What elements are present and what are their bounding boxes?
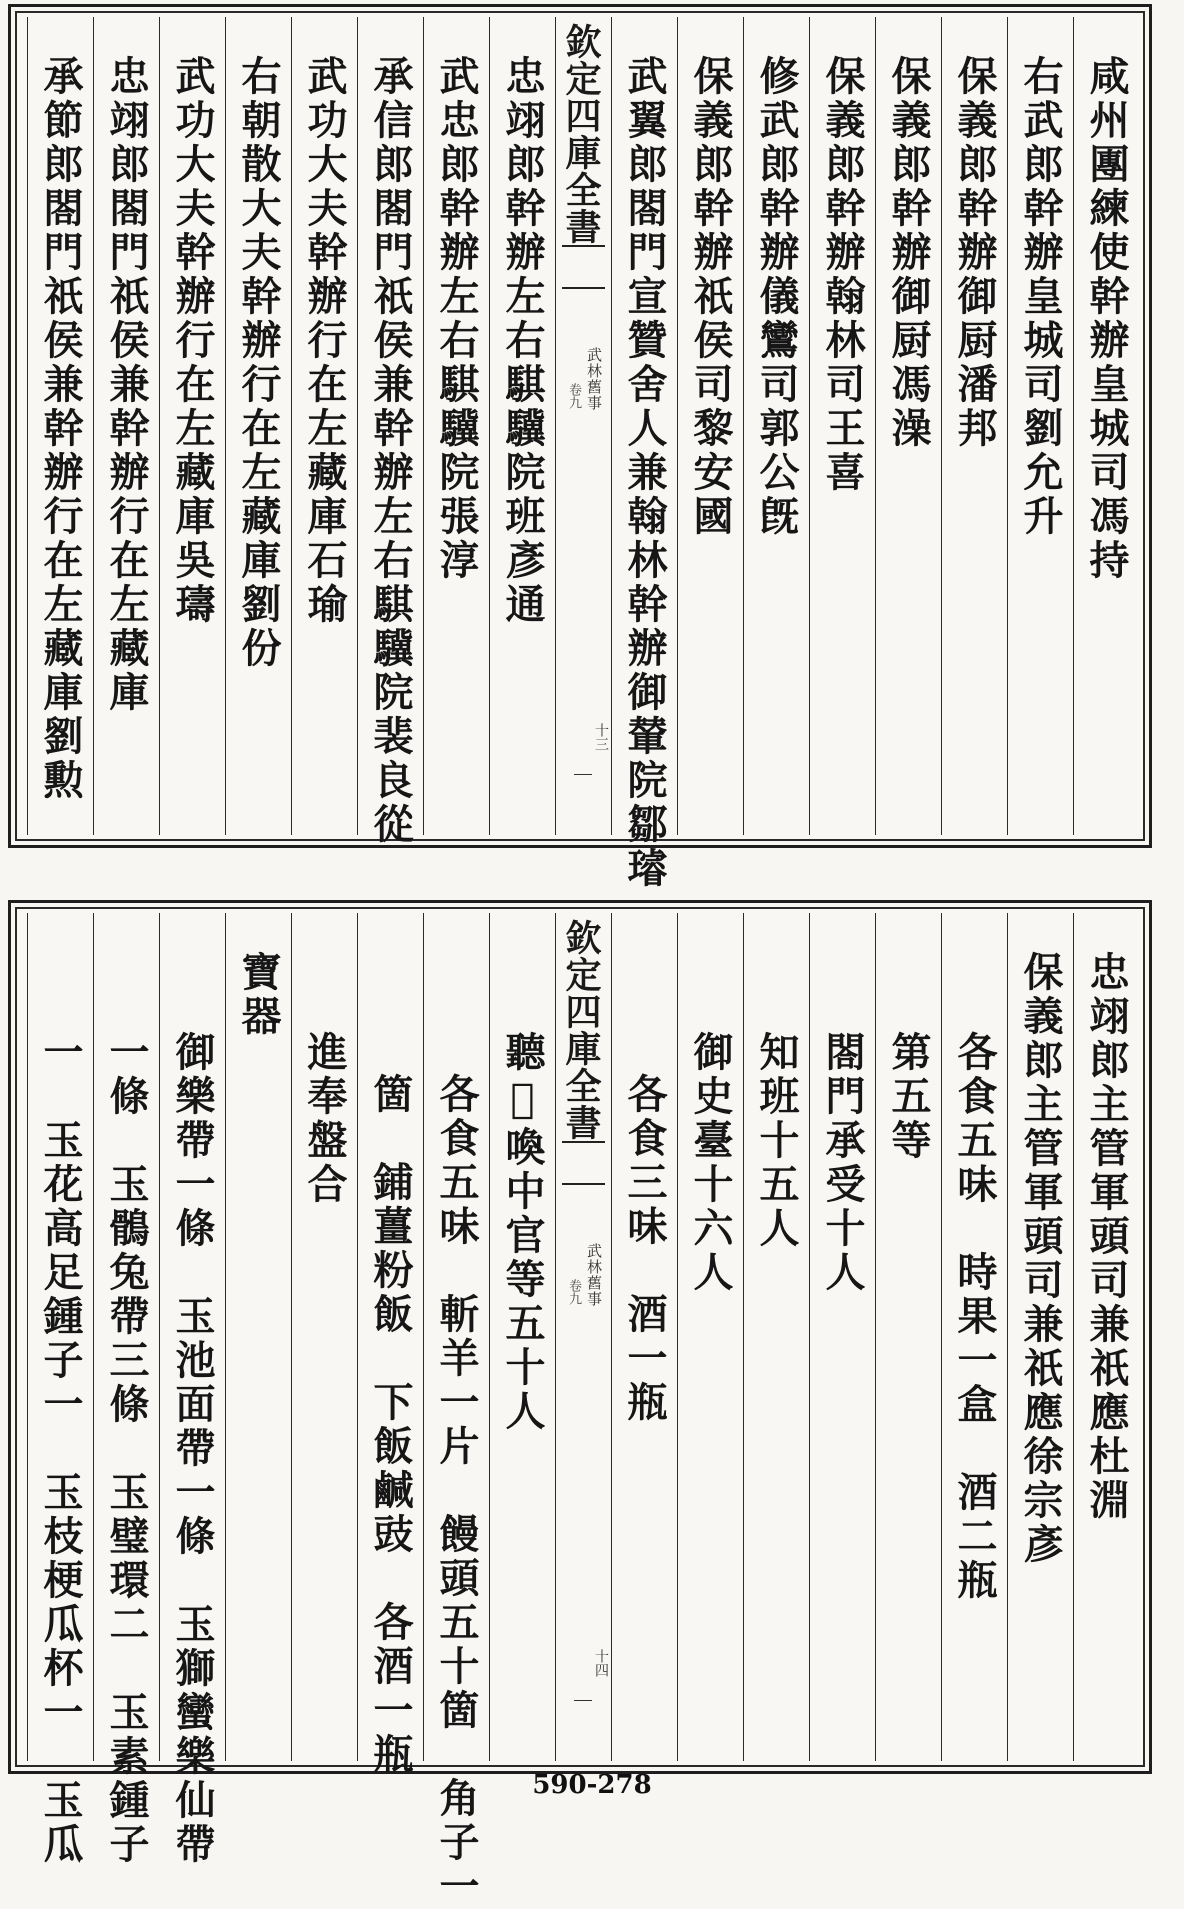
text-column: [93, 913, 159, 1867]
spine-book-title: 武林舊事: [585, 347, 603, 411]
column-text: 御史臺十六人: [687, 1031, 734, 1295]
text-column: [423, 913, 489, 1909]
text-column: [611, 913, 677, 1761]
text-column: [677, 17, 743, 835]
spine-title: 欽定四庫全書: [560, 23, 602, 245]
text-column: [159, 913, 225, 1867]
column-text: 各食五味 斬羊一片 饅頭五十箇 角子一: [433, 1073, 480, 1909]
text-column: [875, 17, 941, 835]
text-column: [423, 17, 489, 835]
column-text: 聽𠯁喚中官等五十人: [499, 1031, 546, 1434]
top-page: [8, 4, 1152, 891]
center-spine: [555, 913, 611, 1761]
spine-volume: 卷九: [566, 1279, 581, 1305]
column-text: 承信郎閤門祇侯兼幹辦左右騏驥院裴良從: [367, 55, 414, 847]
text-column: [489, 17, 555, 835]
text-column: [611, 17, 677, 891]
spine-tick: [574, 774, 592, 775]
column-text: 右朝散大夫幹辦行在左藏庫劉份: [235, 55, 282, 671]
text-column: [27, 17, 93, 835]
fish-tail-mark: [562, 245, 605, 289]
spine-book-title: 武林舊事: [585, 1243, 603, 1307]
text-column: [941, 17, 1007, 835]
column-text: 一條 玉鶻兔帶三條 玉璧環二 玉素鍾子: [103, 1031, 150, 1867]
spine-page-number: 十四: [593, 1649, 609, 1677]
column-text: 忠翊郎主管軍頭司兼祇應杜淵: [1083, 951, 1130, 1523]
text-column: [1007, 913, 1073, 1761]
column-text: 武功大夫幹辦行在左藏庫吳璹: [169, 55, 216, 627]
column-text: 各食三味 酒一瓶: [621, 1073, 668, 1425]
column-text: 保義郎幹辦祇侯司黎安國: [687, 55, 734, 539]
spine-page-number: 十三: [593, 723, 609, 751]
text-column: [941, 913, 1007, 1761]
text-column: [291, 17, 357, 835]
column-text: 保義郎幹辦御厨馮澡: [885, 55, 932, 451]
column-text: 保義郎幹辦御厨潘邦: [951, 55, 998, 451]
page-number-footer: 590-278: [532, 1770, 652, 1800]
text-column: [809, 17, 875, 835]
text-column: [875, 913, 941, 1761]
text-column: [159, 17, 225, 835]
column-text: 右武郎幹辦皇城司劉允升: [1017, 55, 1064, 539]
column-text: 各食五味 時果一盒 酒二瓶: [951, 1031, 998, 1603]
text-column: [93, 17, 159, 835]
column-text: 第五等: [885, 1031, 932, 1163]
column-text: 忠翊郎閤門祇侯兼幹辦行在左藏庫: [103, 55, 150, 715]
column-text: 忠翊郎幹辦左右騏驥院班彥通: [499, 55, 546, 627]
text-column: [743, 913, 809, 1761]
spine-volume: 卷九: [566, 383, 581, 409]
column-text: 箇 鋪薑粉飯 下飯鹹豉 各酒一瓶: [367, 1073, 414, 1777]
text-column: [225, 17, 291, 835]
top-page-columns: [21, 17, 1139, 891]
text-column: [1073, 913, 1139, 1761]
text-column: [357, 913, 423, 1777]
text-column: [677, 913, 743, 1761]
column-text: 知班十五人: [753, 1031, 800, 1251]
center-spine: [555, 17, 611, 835]
column-text: 武翼郎閤門宣贊舍人兼翰林幹辦御輦院鄒璿: [621, 55, 668, 891]
text-column: [1007, 17, 1073, 835]
text-column: [809, 913, 875, 1761]
spine-title: 欽定四庫全書: [560, 919, 602, 1141]
column-text: 承節郎閤門祇侯兼幹辦行在左藏庫劉勲: [37, 55, 84, 803]
column-text: 修武郎幹辦儀鸞司郭公旣: [753, 55, 800, 539]
fish-tail-mark: [562, 1141, 605, 1185]
text-column: [489, 913, 555, 1761]
column-text: 閤門承受十人: [819, 1031, 866, 1295]
column-text: 武忠郎幹辦左右騏驥院張淳: [433, 55, 480, 583]
column-text: 一 玉花高足鍾子一 玉枝梗瓜杯一 玉瓜: [37, 1031, 84, 1867]
text-column: [27, 913, 93, 1867]
column-text: 寶器: [235, 951, 282, 1039]
text-column: [1073, 17, 1139, 835]
text-column: [357, 17, 423, 847]
text-column: [743, 17, 809, 835]
column-text: 進奉盤合: [301, 1031, 348, 1207]
spine-tick: [574, 1700, 592, 1701]
column-text: 保義郎幹辦翰林司王喜: [819, 55, 866, 495]
column-text: 御樂帶一條 玉池面帶一條 玉獅蠻樂仙帶: [169, 1031, 216, 1867]
text-column: [291, 913, 357, 1761]
column-text: 咸州團練使幹辦皇城司馮持: [1083, 55, 1130, 583]
text-column: [225, 913, 291, 1761]
column-text: 保義郎主管軍頭司兼祇應徐宗彥: [1017, 951, 1064, 1567]
column-text: 武功大夫幹辦行在左藏庫石瑜: [301, 55, 348, 627]
